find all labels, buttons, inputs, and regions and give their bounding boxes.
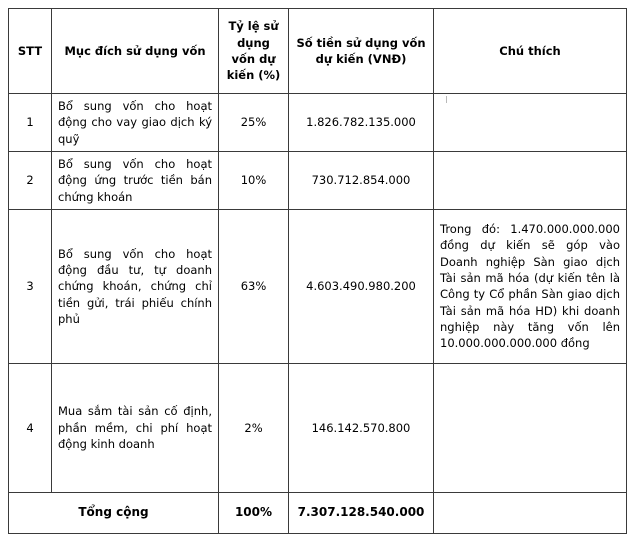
column-header-note: Chú thích (434, 9, 627, 94)
table-header (9, 9, 627, 94)
row-ratio: 63% (219, 209, 289, 363)
total-label: Tổng cộng (9, 492, 219, 533)
row-note (434, 94, 627, 152)
row-amount: 1.826.782.135.000 (289, 94, 434, 152)
total-ratio: 100% (219, 492, 289, 533)
table-row (9, 363, 627, 492)
row-purpose: Mua sắm tài sản cố định, phần mềm, chi phí hoạt động kinh doanh (52, 363, 219, 492)
column-header-stt: STT (9, 9, 52, 94)
row-ratio: 10% (219, 151, 289, 209)
row-stt: 1 (9, 94, 52, 152)
table-row (9, 209, 627, 363)
row-amount: 730.712.854.000 (289, 151, 434, 209)
column-header-purpose: Mục đích sử dụng vốn (52, 9, 219, 94)
column-header-ratio: Tỷ lệ sử dụng vốn dự kiến (%) (219, 9, 289, 94)
row-stt: 2 (9, 151, 52, 209)
row-amount: 4.603.490.980.200 (289, 209, 434, 363)
capital-usage-table (8, 8, 627, 534)
table-total-row (9, 492, 627, 533)
row-purpose: Bổ sung vốn cho hoạt động cho vay giao dịch ký quỹ (52, 94, 219, 152)
table-header-row (9, 9, 627, 94)
row-note: Trong đó: 1.470.000.000.000 đồng dự kiến sẽ góp vào Doanh nghiệp Sàn giao dịch Tài sản mã hóa (dự kiến tên là Công ty Cổ phần Sàn giao dịch Tài sản mã hóa HD) khi doanh nghiệp này tăng vốn lên 10.000.000.000.000 đồng (434, 209, 627, 363)
table-row (9, 151, 627, 209)
row-amount: 146.142.570.800 (289, 363, 434, 492)
column-header-amount: Số tiền sử dụng vốn dự kiến (VNĐ) (289, 9, 434, 94)
table-row (9, 94, 627, 152)
table-body (9, 94, 627, 534)
row-note (434, 363, 627, 492)
row-note (434, 151, 627, 209)
total-amount: 7.307.128.540.000 (289, 492, 434, 533)
scan-artifact-mark (446, 96, 447, 103)
row-purpose: Bổ sung vốn cho hoạt động đầu tư, tự doanh chứng khoán, chứng chỉ tiền gửi, trái phiếu chính phủ (52, 209, 219, 363)
total-note (434, 492, 627, 533)
row-ratio: 25% (219, 94, 289, 152)
row-ratio: 2% (219, 363, 289, 492)
row-purpose: Bổ sung vốn cho hoạt động ứng trước tiền bán chứng khoán (52, 151, 219, 209)
row-stt: 4 (9, 363, 52, 492)
row-stt: 3 (9, 209, 52, 363)
